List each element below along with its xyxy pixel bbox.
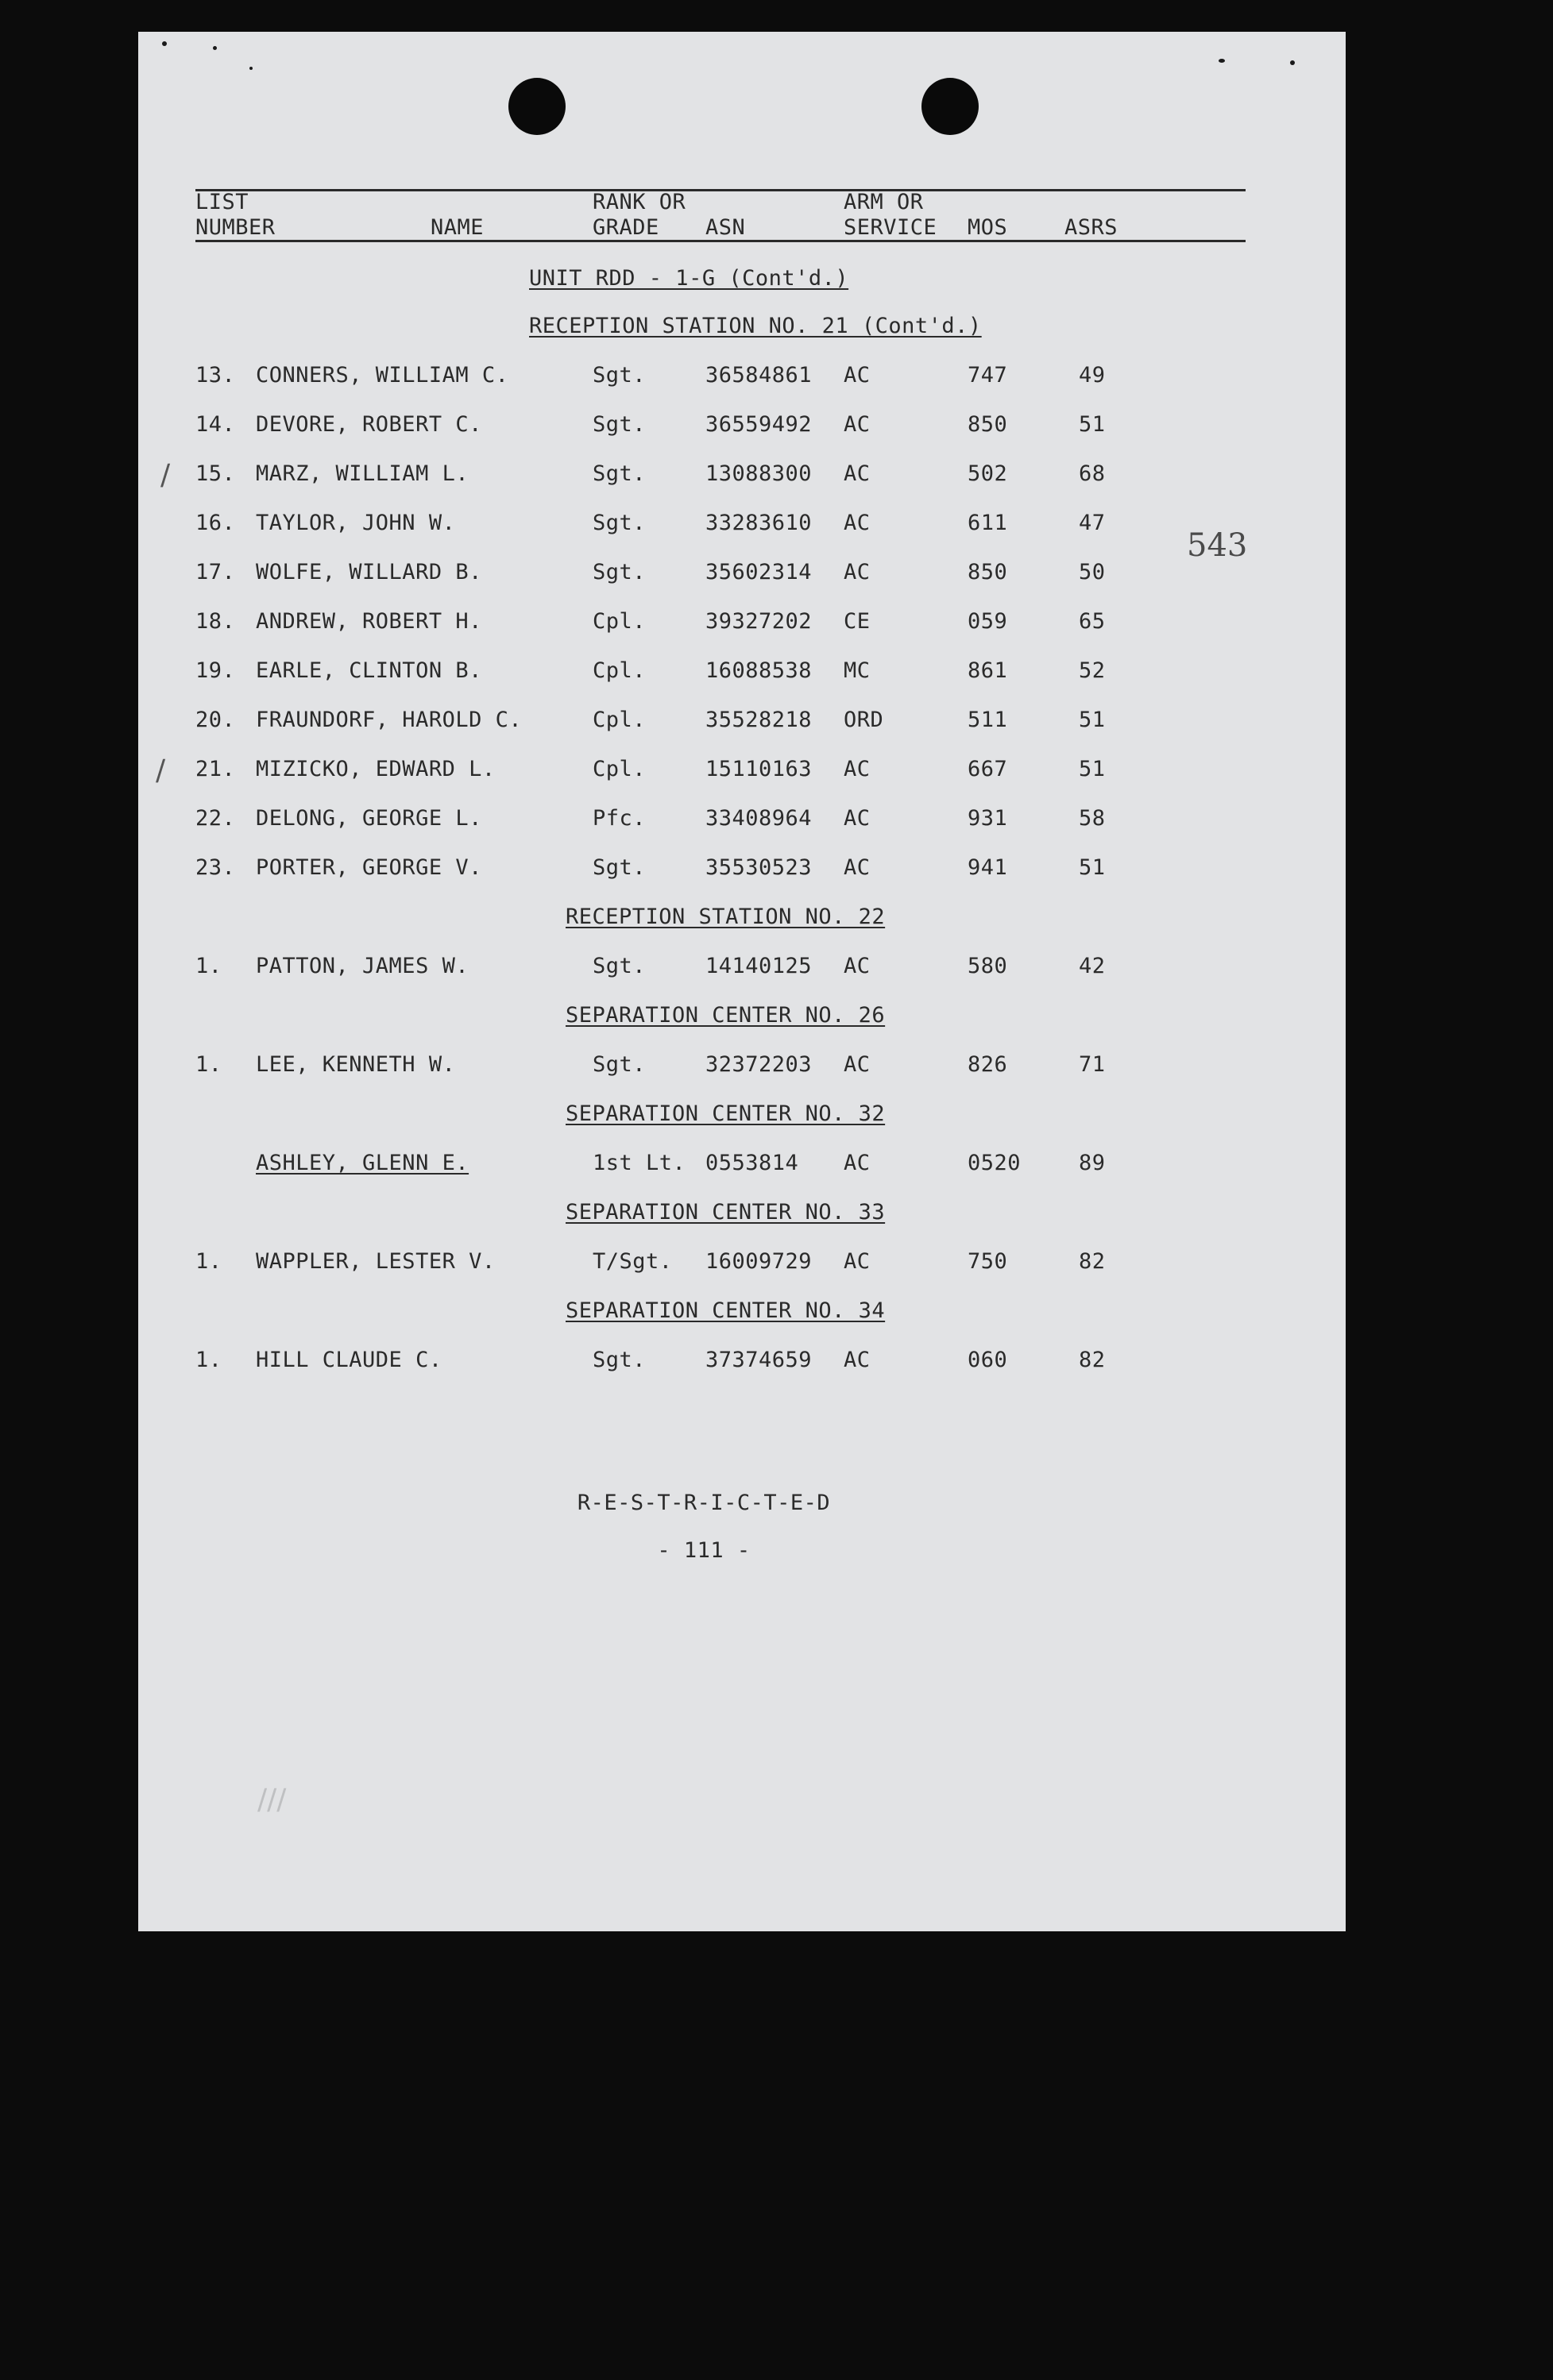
row-name: WOLFE, WILLARD B. xyxy=(256,560,482,584)
row-asrs: 71 xyxy=(1079,1052,1106,1077)
row-rank: Cpl. xyxy=(593,658,647,683)
row-rank: Sgt. xyxy=(593,363,647,388)
row-asrs: 51 xyxy=(1079,412,1106,437)
section-title: RECEPTION STATION NO. 21 (Cont'd.) xyxy=(529,314,982,338)
section-title: SEPARATION CENTER NO. 26 xyxy=(566,1003,886,1028)
row-number: 15. xyxy=(195,461,236,486)
row-arm: AC xyxy=(844,1052,871,1077)
row-name: WAPPLER, LESTER V. xyxy=(256,1249,496,1274)
row-arm: AC xyxy=(844,1348,871,1372)
row-asn: 37374659 xyxy=(705,1348,813,1372)
row-mos: 850 xyxy=(968,560,1008,584)
section-title: RECEPTION STATION NO. 22 xyxy=(566,905,886,929)
row-name: ANDREW, ROBERT H. xyxy=(256,609,482,634)
row-number: 1. xyxy=(195,1348,222,1372)
row-mos: 502 xyxy=(968,461,1008,486)
row-number: 17. xyxy=(195,560,236,584)
row-name: TAYLOR, JOHN W. xyxy=(256,511,456,535)
section-title: SEPARATION CENTER NO. 32 xyxy=(566,1101,886,1126)
row-asrs: 47 xyxy=(1079,511,1106,535)
row-arm: AC xyxy=(844,412,871,437)
row-asn: 36559492 xyxy=(705,412,813,437)
row-asrs: 58 xyxy=(1079,806,1106,831)
row-name: PATTON, JAMES W. xyxy=(256,954,469,978)
row-number: 16. xyxy=(195,511,236,535)
row-rank: Sgt. xyxy=(593,461,647,486)
row-name: PORTER, GEORGE V. xyxy=(256,855,482,880)
row-rank: Cpl. xyxy=(593,609,647,634)
row-number: 14. xyxy=(195,412,236,437)
row-rank: T/Sgt. xyxy=(593,1249,673,1274)
row-number: 21. xyxy=(195,757,236,781)
row-asrs: 51 xyxy=(1079,757,1106,781)
row-name: DEVORE, ROBERT C. xyxy=(256,412,482,437)
row-number: 19. xyxy=(195,658,236,683)
classification-footer: R-E-S-T-R-I-C-T-E-D xyxy=(577,1491,831,1515)
row-arm: AC xyxy=(844,1151,871,1175)
row-number: 18. xyxy=(195,609,236,634)
row-asn: 36584861 xyxy=(705,363,813,388)
row-arm: AC xyxy=(844,757,871,781)
document-page xyxy=(138,32,1346,1931)
pencil-mark: ∕∕∕ xyxy=(257,1784,287,1816)
page-stamp-number: 543 xyxy=(1187,527,1248,564)
row-mos: 861 xyxy=(968,658,1008,683)
row-asn: 13088300 xyxy=(705,461,813,486)
row-rank: Cpl. xyxy=(593,757,647,781)
header-name: NAME xyxy=(431,215,485,240)
row-asrs: 51 xyxy=(1079,855,1106,880)
speck xyxy=(249,67,253,70)
punch-hole xyxy=(921,78,979,135)
row-asrs: 52 xyxy=(1079,658,1106,683)
row-name: FRAUNDORF, HAROLD C. xyxy=(256,708,523,732)
row-number: 23. xyxy=(195,855,236,880)
row-name: EARLE, CLINTON B. xyxy=(256,658,482,683)
row-rank: Pfc. xyxy=(593,806,647,831)
row-arm: CE xyxy=(844,609,871,634)
speck xyxy=(213,46,217,50)
page-number: - 111 - xyxy=(657,1538,751,1563)
row-arm: AC xyxy=(844,1249,871,1274)
row-rank: Sgt. xyxy=(593,511,647,535)
row-name: LEE, KENNETH W. xyxy=(256,1052,456,1077)
unit-heading: UNIT RDD - 1-G (Cont'd.) xyxy=(529,266,849,291)
row-arm: AC xyxy=(844,806,871,831)
speck xyxy=(162,41,167,46)
row-asn: 0553814 xyxy=(705,1151,799,1175)
row-mos: 850 xyxy=(968,412,1008,437)
row-rank: Sgt. xyxy=(593,1348,647,1372)
header-arm-2: SERVICE xyxy=(844,215,937,240)
row-arm: AC xyxy=(844,363,871,388)
row-mos: 060 xyxy=(968,1348,1008,1372)
row-mos: 941 xyxy=(968,855,1008,880)
row-arm: AC xyxy=(844,954,871,978)
row-asn: 35530523 xyxy=(705,855,813,880)
row-asn: 33283610 xyxy=(705,511,813,535)
row-asrs: 49 xyxy=(1079,363,1106,388)
section-title: SEPARATION CENTER NO. 33 xyxy=(566,1200,886,1225)
row-asn: 33408964 xyxy=(705,806,813,831)
row-name: DELONG, GEORGE L. xyxy=(256,806,482,831)
row-rank: Sgt. xyxy=(593,1052,647,1077)
row-mos: 747 xyxy=(968,363,1008,388)
row-mos: 750 xyxy=(968,1249,1008,1274)
row-rank: Sgt. xyxy=(593,954,647,978)
header-rank-1: RANK OR xyxy=(593,190,686,214)
row-asn: 35602314 xyxy=(705,560,813,584)
row-asrs: 65 xyxy=(1079,609,1106,634)
header-bottom-rule xyxy=(195,240,1246,242)
header-asrs: ASRS xyxy=(1064,215,1118,240)
header-mos: MOS xyxy=(968,215,1008,240)
row-asn: 35528218 xyxy=(705,708,813,732)
check-mark: ∕ xyxy=(160,459,171,492)
row-arm: AC xyxy=(844,855,871,880)
row-number: 1. xyxy=(195,1249,222,1274)
row-mos: 0520 xyxy=(968,1151,1022,1175)
row-rank: Sgt. xyxy=(593,560,647,584)
row-asn: 16009729 xyxy=(705,1249,813,1274)
row-arm: AC xyxy=(844,560,871,584)
row-rank: 1st Lt. xyxy=(593,1151,686,1175)
row-asn: 39327202 xyxy=(705,609,813,634)
punch-hole xyxy=(508,78,566,135)
header-rank-2: GRADE xyxy=(593,215,659,240)
header-arm-1: ARM OR xyxy=(844,190,924,214)
row-asrs: 82 xyxy=(1079,1348,1106,1372)
header-list-number-1: LIST xyxy=(195,190,249,214)
row-mos: 059 xyxy=(968,609,1008,634)
row-number: 22. xyxy=(195,806,236,831)
header-list-number-2: NUMBER xyxy=(195,215,276,240)
section-title: SEPARATION CENTER NO. 34 xyxy=(566,1298,886,1323)
row-asrs: 50 xyxy=(1079,560,1106,584)
row-mos: 667 xyxy=(968,757,1008,781)
row-mos: 826 xyxy=(968,1052,1008,1077)
row-mos: 931 xyxy=(968,806,1008,831)
row-asn: 14140125 xyxy=(705,954,813,978)
speck xyxy=(1290,60,1295,65)
row-number: 20. xyxy=(195,708,236,732)
row-name: CONNERS, WILLIAM C. xyxy=(256,363,509,388)
row-arm: AC xyxy=(844,461,871,486)
row-arm: MC xyxy=(844,658,871,683)
row-number: 13. xyxy=(195,363,236,388)
row-mos: 611 xyxy=(968,511,1008,535)
row-name: MIZICKO, EDWARD L. xyxy=(256,757,496,781)
row-rank: Sgt. xyxy=(593,412,647,437)
row-arm: ORD xyxy=(844,708,884,732)
row-asn: 16088538 xyxy=(705,658,813,683)
row-arm: AC xyxy=(844,511,871,535)
row-number: 1. xyxy=(195,1052,222,1077)
row-mos: 511 xyxy=(968,708,1008,732)
row-mos: 580 xyxy=(968,954,1008,978)
row-rank: Cpl. xyxy=(593,708,647,732)
row-asrs: 68 xyxy=(1079,461,1106,486)
check-mark: ∕ xyxy=(156,754,166,787)
row-rank: Sgt. xyxy=(593,855,647,880)
row-number: 1. xyxy=(195,954,222,978)
row-name: MARZ, WILLIAM L. xyxy=(256,461,469,486)
row-asrs: 42 xyxy=(1079,954,1106,978)
row-asrs: 51 xyxy=(1079,708,1106,732)
header-top-rule xyxy=(195,189,1246,191)
row-asrs: 82 xyxy=(1079,1249,1106,1274)
header-asn: ASN xyxy=(705,215,746,240)
speck xyxy=(1219,59,1225,63)
row-name: ASHLEY, GLENN E. xyxy=(256,1151,469,1175)
row-asn: 15110163 xyxy=(705,757,813,781)
row-name: HILL CLAUDE C. xyxy=(256,1348,442,1372)
row-asrs: 89 xyxy=(1079,1151,1106,1175)
row-asn: 32372203 xyxy=(705,1052,813,1077)
